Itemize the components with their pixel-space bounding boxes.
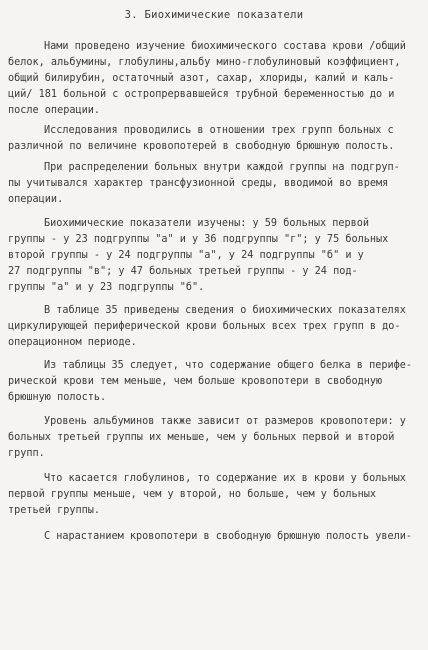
text-line: Биохимические показатели изучены: у 59 больных первой [44, 218, 370, 229]
section-heading: 3. Биохимические показатели [124, 9, 304, 21]
text-line: различной по величине кровопотерей в свободную брюшную полость. [8, 141, 395, 152]
text-line: группы - у 23 подгруппы "а" и у 36 подгруппы "г"; у 75 больных [8, 234, 389, 245]
text-line: белок, альбумины, глобулины,альбу мино-глобулиновый коэффициент, [8, 57, 401, 68]
text-line: рической крови тем меньше, чем больше кровопотери в свободную [8, 376, 383, 387]
text-line: операционном периоде. [8, 337, 137, 348]
text-line: Исследования проводились в отношении трех групп больных с [44, 125, 394, 136]
text-line: Что касается глобулинов, то содержание их в крови у больных [44, 473, 406, 484]
text-line: ций/ 181 больной с остропрервавшейся трубной беременностью до и [8, 89, 395, 100]
text-line: При распределении больных внутри каждой группы на подгруп- [44, 162, 400, 173]
text-line: первой группы меньше, чем у второй, но больше, чем у больных [8, 489, 377, 500]
text-line: брюшную полость. [8, 392, 107, 403]
text-line: третьей группы. [8, 505, 101, 516]
text-line: Из таблицы 35 следует, что содержание общего белка в перифе- [44, 360, 413, 371]
text-line: групп. [8, 448, 45, 459]
text-line: группы "а" и у 23 подгруппы "б". [8, 282, 205, 293]
text-line: операции. [8, 194, 64, 205]
text-line: 27 подгруппы "в"; у 47 больных третьей группы - у 24 под- [8, 266, 358, 277]
text-line: больных третьей группы их меньше, чем у больных первой и второй [8, 432, 395, 443]
text-line: общий билирубин, остаточный азот, сахар, хлориды, калий и каль- [8, 73, 395, 84]
text-line: второй группы - у 24 подгруппы "а", у 24 подгруппы "б" и у [8, 250, 364, 261]
text-line: Уровень альбуминов также зависит от размеров кровопотери: у [44, 416, 406, 427]
text-line: пы учитывался характер трансфузионной среды, вводимой во время [8, 178, 389, 189]
text-line: С нарастанием кровопотери в свободную брюшную полость увели- [44, 531, 413, 542]
text-line: В таблице 35 приведены сведения о биохимических показателях [44, 305, 406, 316]
text-line: после операции. [8, 105, 101, 116]
text-line: циркулирующей периферической крови больных всех трех групп в до- [8, 321, 401, 332]
text-line: Нами проведено изучение биохимического состава крови /общий [44, 41, 406, 52]
